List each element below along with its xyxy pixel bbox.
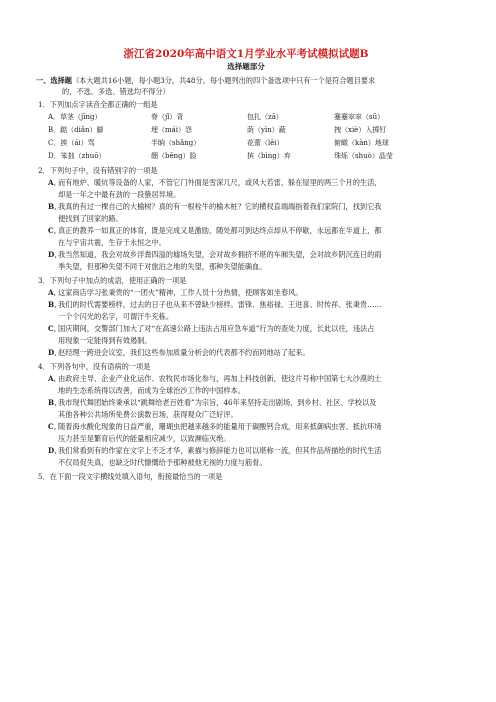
section-head: 一、选择题 [36, 76, 72, 85]
section-instructions [36, 75, 456, 97]
option-row [36, 111, 456, 124]
section-subtitle: 选择题部分 [227, 62, 265, 71]
question-2-stem: 2．下列句子中，没有错别字的一项是 [38, 166, 158, 175]
option-row [36, 150, 456, 163]
question-4-option-a: A．由政府主导、企业产业化运作、农牧民市场化参与，再加上科技创新，使这片号称中国第七大沙漠的土 地的生态系统得以改善，而成为全球治沙工作的中国样本。 [48, 374, 382, 395]
question-3-option-c: C．国庆期间，交警部门加大了对“在高速公路上违法占用应急车道”行为的查处力度，长此以往，违法占 用现象一定能得到有效遏制。 [48, 324, 375, 345]
question-1-options [36, 111, 456, 163]
option-cell: 拽（xiè）入掷钉 [334, 126, 387, 134]
question-4-option-d: D．我们常看到有的作家在文字上不乏才华，素描与修辞能力也可以堪称一流，但其作品所描绘的时代生活 不仅局促失真，也缺乏时代慷慨给予那种被他无视的力度与筋骨。 [48, 446, 382, 467]
question-3-option-b: B．我们的时代需要榜样，过去的日子也从来不曾缺少榜样。雷锋、焦裕禄、王进喜、时传祥、张秉贵…… 一个个闪光的名字，可谓汗牛充栋。 [48, 300, 382, 321]
option-cell: 埋（mái）怨 [151, 126, 193, 134]
option-cell: 蹇蹇窣窣（sū） [334, 113, 385, 121]
option-cell: 半晌（shǎng） [151, 139, 201, 147]
option-cell: 绷（běng）脸 [151, 152, 197, 160]
option-cell: D．笨拙（zhuō） [48, 152, 106, 160]
option-cell: 脊（jǐ）背 [151, 113, 184, 121]
question-3-option-d: D．赵经理一跨进会议室，我们这些参加质量分析会的代表都不约而同地站了起来。 [48, 348, 310, 357]
option-cell: 包扎（zā） [247, 113, 283, 121]
section-line-2: 的，不选、多选、错选均不得分） [62, 87, 170, 96]
option-cell: 俯瞰（kàn）地球 [334, 139, 389, 147]
option-cell: B．踮（diǎn）脚 [48, 126, 104, 134]
option-cell: C．挨（ái）骂 [48, 139, 95, 147]
question-4-stem: 4．下列各句中，没有语病的一项是 [38, 362, 151, 371]
question-5-stem: 5．在下面一段文字横线处填入语句，衔接最恰当的一项是 [38, 472, 223, 481]
option-cell: A．草茎（jīng） [48, 113, 102, 121]
question-3-option-a: A．这家商店学习张秉贵的“一团火”精神，工作人员十分热情，使顾客如坐春风。 [48, 288, 303, 297]
question-2-option-d: D．我当然知道，我会对故乡浮粪四溢的墟场失望，会对故乡拥挤不堪的车厢失望，会对故乡阴沉连日的雨 季失望，但那种失望不同于对旅泊之地的失望，那种失望能确血。 [48, 250, 382, 271]
option-row [36, 137, 456, 150]
option-cell: 珠烁（shuò）晶莹 [334, 152, 393, 160]
section-line-1: （本大题共16小题，每小题3分，共48分。每小题列出的四个备选项中只有一个是符合题目要求 [71, 76, 376, 85]
question-2-option-c: C．真正的教养一如真正的体育，既是完成又是激励，随处都可到达终点却从不停歇，永远都在半道上，都 在与宇宙共震，生存于永恒之中。 [48, 226, 382, 247]
exam-title: 浙江省2020年高中语文1月学业水平考试模拟试题B [123, 48, 369, 60]
question-4-option-c: C．随着海水酸化现象的日益严重，珊瑚虫把越来越多的能量用于碳酸钙合成，用来抵御病虫害、抵抗环境 压力甚至是繁育后代的能量相应减少，以致濒临灭绝。 [48, 422, 382, 443]
option-cell: 荫（yìn）蔽 [247, 126, 286, 134]
question-2-option-a: A．而有地炉、暖炕等设备的人家，不管它门外面是雪深几尺，或风大若雷，躲在屋里的两三个月的生活， 却是一年之中最有劲的一段蛰居异境。 [48, 178, 382, 199]
question-2-option-b: B．我真的有过一棵自己的大榆树？真的有一根栓牛的榆木桩？它的横杈直端端指着我们家院门，找到它我 便找到了回家的路。 [48, 202, 382, 223]
option-row [36, 124, 456, 137]
option-cell: 花蕾（lěi） [247, 139, 284, 147]
question-3-stem: 3．下列句子中加点的成语，使用正确的一项是 [38, 276, 187, 285]
option-cell: 摈（bìng）弃 [247, 152, 291, 160]
question-4-option-b: B．我市现代舞团始终秉承以“跳舞给老百姓看”为宗旨，46年来坚持走出剧场，到乡村、社区、学校以及 其他各种公共场所免费公演数百场，获得观众广泛好评。 [48, 398, 377, 419]
question-1-stem: 1．下列加点字读音全都正确的一组是 [38, 100, 158, 109]
